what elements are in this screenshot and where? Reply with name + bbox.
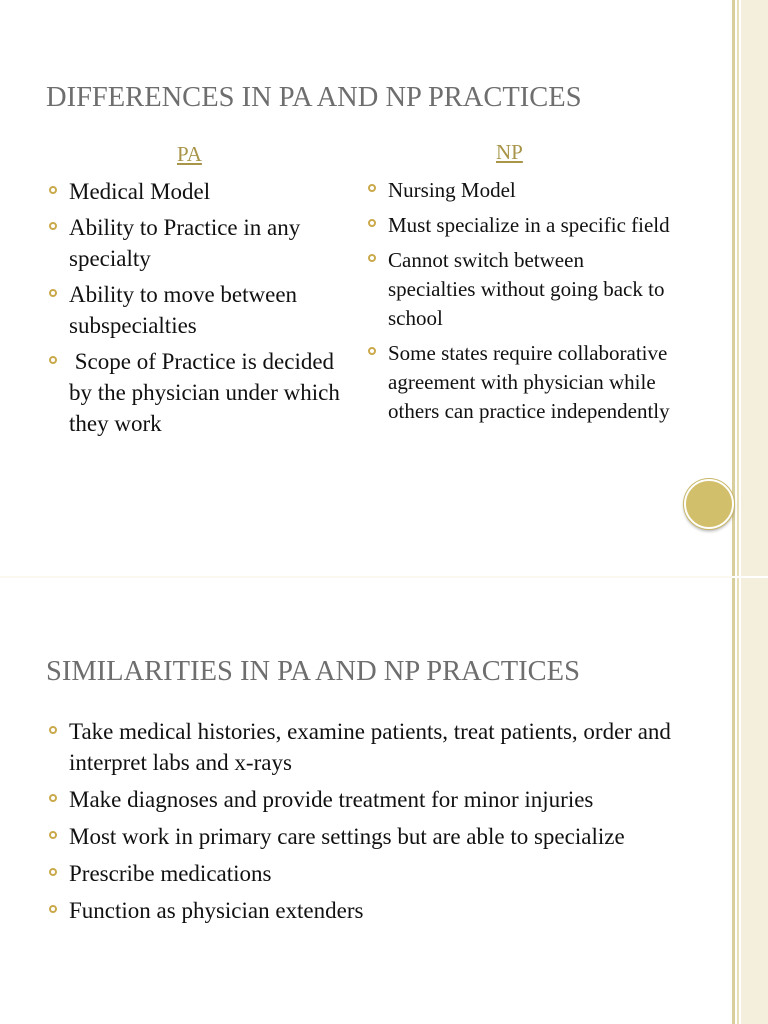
list-item: Ability to Practice in any specialty [46, 212, 346, 274]
list-item: Ability to move between subspecialties [46, 279, 346, 341]
list-item: Nursing Model [365, 176, 675, 205]
list-item: Some states require collaborative agreement with physician while others can practice independently [365, 339, 675, 426]
circle-bullet-icon [368, 184, 376, 192]
circle-bullet-icon [49, 905, 57, 913]
circle-bullet-icon [368, 254, 376, 262]
circle-bullet-icon [368, 347, 376, 355]
list-item: Must specialize in a specific field [365, 211, 675, 240]
page-divider [0, 576, 732, 578]
similarities-bullet-list [46, 716, 686, 932]
list-item: Scope of Practice is decided by the physician under which they work [46, 346, 346, 439]
list-item: Take medical histories, examine patients, treat patients, order and interpret labs and x-rays [46, 716, 686, 778]
circle-bullet-icon [49, 831, 57, 839]
circle-bullet-icon [49, 222, 57, 230]
circle-bullet-icon [49, 356, 57, 364]
list-item: Prescribe medications [46, 858, 686, 889]
circle-bullet-icon [49, 868, 57, 876]
list-item: Function as physician extenders [46, 895, 686, 926]
circle-bullet-icon [49, 794, 57, 802]
circle-bullet-icon [49, 186, 57, 194]
decorative-gold-circle [684, 479, 734, 529]
list-item: Medical Model [46, 176, 346, 207]
pa-bullet-list [46, 176, 346, 444]
circle-bullet-icon [49, 289, 57, 297]
slide-title-differences: DIFFERENCES IN PA AND NP PRACTICES [46, 82, 582, 113]
list-item: Most work in primary care settings but are able to specialize [46, 821, 686, 852]
pa-column-heading: PA [177, 142, 202, 166]
slide-title-similarities: SIMILARITIES IN PA AND NP PRACTICES [46, 656, 580, 687]
np-bullet-list [365, 176, 675, 432]
list-item: Cannot switch between specialties without going back to school [365, 246, 675, 333]
list-item: Make diagnoses and provide treatment for minor injuries [46, 784, 686, 815]
decorative-side-stripes [732, 0, 768, 1024]
circle-bullet-icon [49, 726, 57, 734]
circle-bullet-icon [368, 219, 376, 227]
np-column-heading: NP [496, 140, 523, 164]
